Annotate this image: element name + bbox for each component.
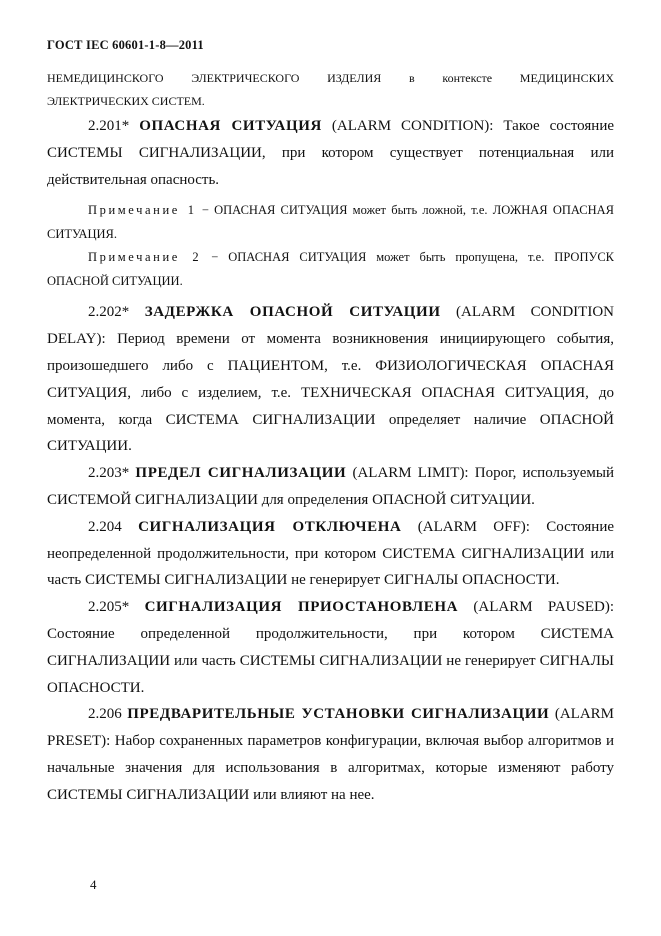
entry-text: (ALARM OFF): Состояние неопределенной продолжительности, при котором СИСТЕМА СИГНАЛИЗАЦИИ или часть СИСТЕМЫ СИГНАЛИЗАЦИИ не генерирует СИГНАЛЫ ОПАСНОСТИ. xyxy=(47,518,615,589)
entry-number: 2.205* xyxy=(88,599,130,616)
document-page xyxy=(47,38,614,809)
entry-text: (ALARM PAUSED): Состояние определенной продолжительности, при котором СИСТЕМА СИГНАЛИЗАЦИИ или часть СИСТЕМЫ СИГНАЛИЗАЦИИ не генерирует СИГНАЛЫ ОПАСНОСТИ. xyxy=(47,599,615,696)
entry-term: СИГНАЛИЗАЦИЯ ПРИОСТАНОВЛЕНА xyxy=(144,599,459,616)
note-text: − ОПАСНАЯ СИТУАЦИЯ может быть ложной, т.е. ЛОЖНАЯ ОПАСНАЯ СИТУАЦИЯ. xyxy=(47,203,615,241)
entry-term: ПРЕДЕЛ СИГНАЛИЗАЦИИ xyxy=(135,465,347,482)
entry-2-204 xyxy=(47,514,614,594)
entry-term: ПРЕДВАРИТЕЛЬНЫЕ УСТАНОВКИ СИГНАЛИЗАЦИИ xyxy=(127,706,550,723)
entry-number: 2.202* xyxy=(88,304,130,321)
entry-number: 2.203* xyxy=(88,465,130,482)
entry-number: 2.201* xyxy=(88,118,130,134)
entry-term: ЗАДЕРЖКА ОПАСНОЙ СИТУАЦИИ xyxy=(144,304,441,321)
note-label: Примечание 1 xyxy=(88,203,197,218)
entry-2-201 xyxy=(47,113,614,193)
entry-2-203 xyxy=(47,460,614,514)
note-label: Примечание 2 xyxy=(88,250,202,265)
entry-2-205 xyxy=(47,594,614,701)
intro-line-2: ЭЛЕКТРИЧЕСКИХ СИСТЕМ. xyxy=(47,94,205,108)
entry-2-206 xyxy=(47,701,614,808)
entry-text: (ALARM CONDITION): Такое состояние СИСТЕМЫ СИГНАЛИЗАЦИИ, при котором существует потенциальная или действительная опасность. xyxy=(47,118,615,188)
entry-number: 2.204 xyxy=(88,518,122,535)
entry-term: СИГНАЛИЗАЦИЯ ОТКЛЮЧЕНА xyxy=(138,518,402,535)
page-number: 4 xyxy=(90,877,97,892)
entry-text: (ALARM PRESET): Набор сохраненных параметров конфигурации, включая выбор алгоритмов и начальные значения для использования в алгоритмах, которые изменяют работу СИСТЕМЫ СИГНАЛИЗАЦИИ или влияют на нее. xyxy=(47,706,614,803)
note-2 xyxy=(47,246,614,293)
entry-2-202 xyxy=(47,299,614,460)
note-text: − ОПАСНАЯ СИТУАЦИЯ может быть пропущена, т.е. ПРОПУСК ОПАСНОЙ СИТУАЦИИ. xyxy=(47,250,615,288)
entry-text: (ALARM LIMIT): Порог, используемый СИСТЕМОЙ СИГНАЛИЗАЦИИ для определения ОПАСНОЙ СИТУАЦИИ. xyxy=(47,465,614,508)
entry-number: 2.206 xyxy=(88,706,122,723)
note-1 xyxy=(47,199,614,246)
entry-term: ОПАСНАЯ СИТУАЦИЯ xyxy=(139,118,322,134)
entry-text: (ALARM CONDITION DELAY): Период времени от момента возникновения инициирующего события, произошедшего либо с ПАЦИЕНТОМ, т.е. ФИЗИОЛОГИЧЕСКАЯ ОПАСНАЯ СИТУАЦИЯ, либо с изделием, т.е. ТЕХНИЧЕСКАЯ ОПАСНАЯ СИТУАЦИЯ, до момента, когда СИСТЕМА СИГНАЛИЗАЦИИ определяет наличие ОПАСНОЙ СИТУАЦИИ. xyxy=(47,304,614,455)
document-header: ГОСТ IEC 60601-1-8—2011 xyxy=(47,38,204,52)
intro-line-1: НЕМЕДИЦИНСКОГО ЭЛЕКТРИЧЕСКОГО ИЗДЕЛИЯ в контексте МЕДИЦИНСКИХ xyxy=(47,71,614,85)
